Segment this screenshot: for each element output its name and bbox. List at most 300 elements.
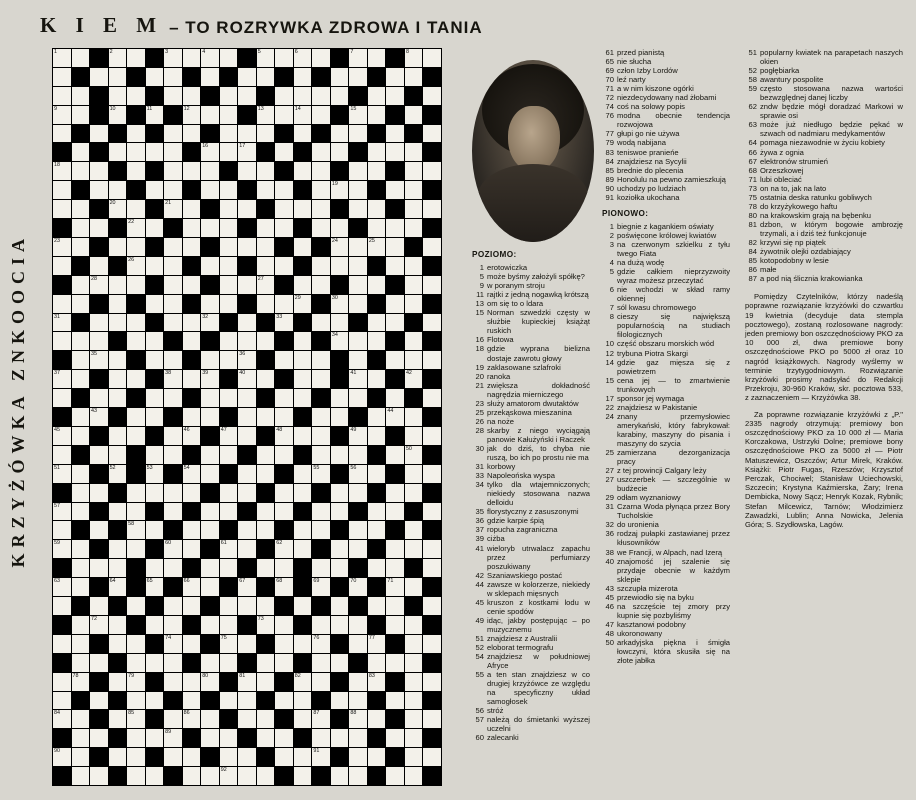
- grid-cell[interactable]: [238, 314, 256, 332]
- grid-cell[interactable]: [146, 68, 164, 86]
- grid-cell[interactable]: [386, 559, 404, 577]
- grid-cell[interactable]: [349, 389, 367, 407]
- grid-cell[interactable]: [312, 162, 330, 180]
- grid-cell[interactable]: [53, 521, 71, 539]
- grid-cell[interactable]: [183, 767, 201, 785]
- grid-cell[interactable]: [90, 314, 108, 332]
- grid-cell[interactable]: [220, 200, 238, 218]
- grid-cell[interactable]: [423, 162, 441, 180]
- grid-cell[interactable]: [386, 143, 404, 161]
- grid-cell[interactable]: [53, 692, 71, 710]
- grid-cell[interactable]: [72, 295, 90, 313]
- grid-cell[interactable]: [53, 503, 71, 521]
- grid-cell[interactable]: [423, 200, 441, 218]
- grid-cell[interactable]: [127, 200, 145, 218]
- grid-cell[interactable]: [405, 257, 423, 275]
- grid-cell[interactable]: [238, 143, 256, 161]
- grid-cell[interactable]: [331, 68, 349, 86]
- grid-cell[interactable]: [201, 314, 219, 332]
- grid-cell[interactable]: [164, 257, 182, 275]
- grid-cell[interactable]: [294, 351, 312, 369]
- grid-cell[interactable]: [405, 351, 423, 369]
- grid-cell[interactable]: [72, 219, 90, 237]
- grid-cell[interactable]: [423, 276, 441, 294]
- grid-cell[interactable]: [183, 748, 201, 766]
- grid-cell[interactable]: [183, 238, 201, 256]
- grid-cell[interactable]: [386, 540, 404, 558]
- grid-cell[interactable]: [146, 484, 164, 502]
- grid-cell[interactable]: [349, 748, 367, 766]
- grid-cell[interactable]: [183, 521, 201, 539]
- grid-cell[interactable]: [220, 125, 238, 143]
- grid-cell[interactable]: [220, 49, 238, 67]
- grid-cell[interactable]: [164, 49, 182, 67]
- grid-cell[interactable]: [349, 673, 367, 691]
- grid-cell[interactable]: [220, 87, 238, 105]
- grid-cell[interactable]: [257, 654, 275, 672]
- grid-cell[interactable]: [312, 106, 330, 124]
- grid-cell[interactable]: [368, 87, 386, 105]
- grid-cell[interactable]: [183, 276, 201, 294]
- grid-cell[interactable]: [127, 597, 145, 615]
- grid-cell[interactable]: [275, 446, 293, 464]
- grid-cell[interactable]: [53, 162, 71, 180]
- grid-cell[interactable]: [90, 616, 108, 634]
- grid-cell[interactable]: [90, 408, 108, 426]
- grid-cell[interactable]: [312, 748, 330, 766]
- grid-cell[interactable]: [405, 106, 423, 124]
- grid-cell[interactable]: [53, 200, 71, 218]
- grid-cell[interactable]: [312, 257, 330, 275]
- grid-cell[interactable]: [349, 616, 367, 634]
- grid-cell[interactable]: [164, 446, 182, 464]
- grid-cell[interactable]: [275, 181, 293, 199]
- grid-cell[interactable]: [127, 748, 145, 766]
- grid-cell[interactable]: [72, 408, 90, 426]
- grid-cell[interactable]: [127, 654, 145, 672]
- grid-cell[interactable]: [238, 351, 256, 369]
- grid-cell[interactable]: [405, 446, 423, 464]
- grid-cell[interactable]: [201, 49, 219, 67]
- grid-cell[interactable]: [349, 635, 367, 653]
- grid-cell[interactable]: [127, 692, 145, 710]
- grid-cell[interactable]: [146, 219, 164, 237]
- grid-cell[interactable]: [72, 332, 90, 350]
- grid-cell[interactable]: [220, 427, 238, 445]
- grid-cell[interactable]: [109, 389, 127, 407]
- grid-cell[interactable]: [349, 729, 367, 747]
- grid-cell[interactable]: [72, 654, 90, 672]
- grid-cell[interactable]: [368, 503, 386, 521]
- grid-cell[interactable]: [53, 427, 71, 445]
- grid-cell[interactable]: [109, 710, 127, 728]
- grid-cell[interactable]: [164, 87, 182, 105]
- grid-cell[interactable]: [146, 616, 164, 634]
- grid-cell[interactable]: [72, 351, 90, 369]
- grid-cell[interactable]: [90, 692, 108, 710]
- grid-cell[interactable]: [53, 446, 71, 464]
- grid-cell[interactable]: [146, 654, 164, 672]
- grid-cell[interactable]: [257, 597, 275, 615]
- grid-cell[interactable]: [238, 389, 256, 407]
- grid-cell[interactable]: [146, 559, 164, 577]
- grid-cell[interactable]: [201, 181, 219, 199]
- grid-cell[interactable]: [201, 503, 219, 521]
- grid-cell[interactable]: [109, 276, 127, 294]
- grid-cell[interactable]: [312, 673, 330, 691]
- grid-cell[interactable]: [423, 635, 441, 653]
- grid-cell[interactable]: [183, 673, 201, 691]
- grid-cell[interactable]: [53, 87, 71, 105]
- grid-cell[interactable]: [164, 635, 182, 653]
- grid-cell[interactable]: [349, 370, 367, 388]
- grid-cell[interactable]: [109, 465, 127, 483]
- grid-cell[interactable]: [312, 49, 330, 67]
- grid-cell[interactable]: [386, 351, 404, 369]
- grid-cell[interactable]: [164, 748, 182, 766]
- grid-cell[interactable]: [386, 181, 404, 199]
- grid-cell[interactable]: [183, 408, 201, 426]
- grid-cell[interactable]: [72, 370, 90, 388]
- grid-cell[interactable]: [386, 503, 404, 521]
- grid-cell[interactable]: [90, 219, 108, 237]
- grid-cell[interactable]: [331, 503, 349, 521]
- grid-cell[interactable]: [275, 408, 293, 426]
- grid-cell[interactable]: [127, 332, 145, 350]
- grid-cell[interactable]: [201, 106, 219, 124]
- grid-cell[interactable]: [257, 729, 275, 747]
- grid-cell[interactable]: [294, 200, 312, 218]
- grid-cell[interactable]: [201, 729, 219, 747]
- grid-cell[interactable]: [238, 408, 256, 426]
- grid-cell[interactable]: [386, 578, 404, 596]
- grid-cell[interactable]: [368, 332, 386, 350]
- grid-cell[interactable]: [72, 767, 90, 785]
- grid-cell[interactable]: [349, 332, 367, 350]
- grid-cell[interactable]: [183, 49, 201, 67]
- grid-cell[interactable]: [146, 332, 164, 350]
- grid-cell[interactable]: [405, 692, 423, 710]
- grid-cell[interactable]: [349, 767, 367, 785]
- grid-cell[interactable]: [275, 219, 293, 237]
- grid-cell[interactable]: [164, 503, 182, 521]
- grid-cell[interactable]: [275, 49, 293, 67]
- grid-cell[interactable]: [183, 597, 201, 615]
- grid-cell[interactable]: [127, 238, 145, 256]
- grid-cell[interactable]: [183, 162, 201, 180]
- grid-cell[interactable]: [201, 465, 219, 483]
- grid-cell[interactable]: [183, 427, 201, 445]
- grid-cell[interactable]: [349, 238, 367, 256]
- grid-cell[interactable]: [294, 597, 312, 615]
- grid-cell[interactable]: [294, 748, 312, 766]
- grid-cell[interactable]: [294, 484, 312, 502]
- grid-cell[interactable]: [238, 200, 256, 218]
- grid-cell[interactable]: [331, 484, 349, 502]
- grid-cell[interactable]: [220, 654, 238, 672]
- grid-cell[interactable]: [331, 332, 349, 350]
- grid-cell[interactable]: [90, 332, 108, 350]
- grid-cell[interactable]: [275, 389, 293, 407]
- grid-cell[interactable]: [53, 370, 71, 388]
- grid-cell[interactable]: [257, 68, 275, 86]
- grid-cell[interactable]: [423, 465, 441, 483]
- grid-cell[interactable]: [386, 295, 404, 313]
- grid-cell[interactable]: [183, 87, 201, 105]
- grid-cell[interactable]: [164, 370, 182, 388]
- grid-cell[interactable]: [127, 635, 145, 653]
- grid-cell[interactable]: [220, 332, 238, 350]
- grid-cell[interactable]: [53, 710, 71, 728]
- grid-cell[interactable]: [127, 87, 145, 105]
- grid-cell[interactable]: [312, 181, 330, 199]
- grid-cell[interactable]: [90, 729, 108, 747]
- grid-cell[interactable]: [331, 219, 349, 237]
- grid-cell[interactable]: [238, 748, 256, 766]
- grid-cell[interactable]: [164, 484, 182, 502]
- grid-cell[interactable]: [201, 143, 219, 161]
- grid-cell[interactable]: [127, 143, 145, 161]
- grid-cell[interactable]: [53, 314, 71, 332]
- grid-cell[interactable]: [183, 332, 201, 350]
- grid-cell[interactable]: [386, 408, 404, 426]
- grid-cell[interactable]: [164, 295, 182, 313]
- grid-cell[interactable]: [294, 465, 312, 483]
- grid-cell[interactable]: [405, 219, 423, 237]
- grid-cell[interactable]: [368, 276, 386, 294]
- grid-cell[interactable]: [183, 484, 201, 502]
- grid-cell[interactable]: [109, 673, 127, 691]
- grid-cell[interactable]: [72, 238, 90, 256]
- grid-cell[interactable]: [146, 257, 164, 275]
- grid-cell[interactable]: [368, 238, 386, 256]
- grid-cell[interactable]: [368, 370, 386, 388]
- grid-cell[interactable]: [127, 370, 145, 388]
- grid-cell[interactable]: [275, 295, 293, 313]
- grid-cell[interactable]: [257, 295, 275, 313]
- grid-cell[interactable]: [331, 314, 349, 332]
- grid-cell[interactable]: [72, 162, 90, 180]
- grid-cell[interactable]: [405, 68, 423, 86]
- grid-cell[interactable]: [294, 87, 312, 105]
- grid-cell[interactable]: [257, 616, 275, 634]
- grid-cell[interactable]: [257, 162, 275, 180]
- grid-cell[interactable]: [53, 673, 71, 691]
- grid-cell[interactable]: [405, 748, 423, 766]
- grid-cell[interactable]: [331, 540, 349, 558]
- grid-cell[interactable]: [90, 767, 108, 785]
- grid-cell[interactable]: [423, 351, 441, 369]
- grid-cell[interactable]: [349, 484, 367, 502]
- grid-cell[interactable]: [109, 200, 127, 218]
- grid-cell[interactable]: [109, 181, 127, 199]
- grid-cell[interactable]: [257, 521, 275, 539]
- grid-cell[interactable]: [164, 125, 182, 143]
- grid-cell[interactable]: [275, 540, 293, 558]
- grid-cell[interactable]: [312, 503, 330, 521]
- grid-cell[interactable]: [257, 257, 275, 275]
- grid-cell[interactable]: [164, 200, 182, 218]
- grid-cell[interactable]: [201, 370, 219, 388]
- grid-cell[interactable]: [201, 408, 219, 426]
- grid-cell[interactable]: [238, 710, 256, 728]
- grid-cell[interactable]: [220, 351, 238, 369]
- grid-cell[interactable]: [294, 673, 312, 691]
- grid-cell[interactable]: [368, 521, 386, 539]
- grid-cell[interactable]: [349, 106, 367, 124]
- grid-cell[interactable]: [386, 484, 404, 502]
- grid-cell[interactable]: [72, 748, 90, 766]
- grid-cell[interactable]: [90, 125, 108, 143]
- grid-cell[interactable]: [201, 616, 219, 634]
- grid-cell[interactable]: [423, 748, 441, 766]
- grid-cell[interactable]: [183, 106, 201, 124]
- grid-cell[interactable]: [294, 427, 312, 445]
- grid-cell[interactable]: [238, 68, 256, 86]
- grid-cell[interactable]: [238, 673, 256, 691]
- grid-cell[interactable]: [275, 427, 293, 445]
- grid-cell[interactable]: [201, 521, 219, 539]
- grid-cell[interactable]: [127, 49, 145, 67]
- grid-cell[interactable]: [164, 389, 182, 407]
- grid-cell[interactable]: [53, 295, 71, 313]
- grid-cell[interactable]: [220, 257, 238, 275]
- grid-cell[interactable]: [146, 578, 164, 596]
- grid-cell[interactable]: [405, 427, 423, 445]
- grid-cell[interactable]: [238, 767, 256, 785]
- grid-cell[interactable]: [275, 692, 293, 710]
- grid-cell[interactable]: [72, 635, 90, 653]
- grid-cell[interactable]: [220, 389, 238, 407]
- grid-cell[interactable]: [405, 49, 423, 67]
- grid-cell[interactable]: [220, 559, 238, 577]
- grid-cell[interactable]: [423, 49, 441, 67]
- grid-cell[interactable]: [220, 748, 238, 766]
- grid-cell[interactable]: [257, 181, 275, 199]
- grid-cell[interactable]: [312, 446, 330, 464]
- grid-cell[interactable]: [238, 332, 256, 350]
- grid-cell[interactable]: [220, 276, 238, 294]
- grid-cell[interactable]: [127, 162, 145, 180]
- grid-cell[interactable]: [220, 219, 238, 237]
- grid-cell[interactable]: [90, 276, 108, 294]
- grid-cell[interactable]: [331, 143, 349, 161]
- grid-cell[interactable]: [331, 654, 349, 672]
- grid-cell[interactable]: [257, 106, 275, 124]
- grid-cell[interactable]: [386, 597, 404, 615]
- grid-cell[interactable]: [238, 484, 256, 502]
- grid-cell[interactable]: [331, 446, 349, 464]
- grid-cell[interactable]: [331, 389, 349, 407]
- grid-cell[interactable]: [386, 68, 404, 86]
- grid-cell[interactable]: [405, 616, 423, 634]
- grid-cell[interactable]: [109, 446, 127, 464]
- grid-cell[interactable]: [368, 654, 386, 672]
- grid-cell[interactable]: [53, 748, 71, 766]
- grid-cell[interactable]: [275, 200, 293, 218]
- grid-cell[interactable]: [368, 465, 386, 483]
- grid-cell[interactable]: [294, 692, 312, 710]
- grid-cell[interactable]: [183, 200, 201, 218]
- grid-cell[interactable]: [109, 351, 127, 369]
- grid-cell[interactable]: [109, 87, 127, 105]
- grid-cell[interactable]: [312, 654, 330, 672]
- grid-cell[interactable]: [349, 125, 367, 143]
- grid-cell[interactable]: [386, 238, 404, 256]
- grid-cell[interactable]: [312, 314, 330, 332]
- grid-cell[interactable]: [312, 408, 330, 426]
- grid-cell[interactable]: [201, 351, 219, 369]
- grid-cell[interactable]: [127, 710, 145, 728]
- grid-cell[interactable]: [275, 503, 293, 521]
- grid-cell[interactable]: [257, 503, 275, 521]
- grid-cell[interactable]: [72, 559, 90, 577]
- grid-cell[interactable]: [386, 616, 404, 634]
- grid-cell[interactable]: [127, 767, 145, 785]
- grid-cell[interactable]: [109, 559, 127, 577]
- grid-cell[interactable]: [331, 181, 349, 199]
- grid-cell[interactable]: [53, 238, 71, 256]
- grid-cell[interactable]: [90, 68, 108, 86]
- grid-cell[interactable]: [257, 465, 275, 483]
- grid-cell[interactable]: [368, 200, 386, 218]
- grid-cell[interactable]: [238, 465, 256, 483]
- grid-cell[interactable]: [90, 597, 108, 615]
- grid-cell[interactable]: [220, 143, 238, 161]
- grid-cell[interactable]: [72, 578, 90, 596]
- grid-cell[interactable]: [405, 370, 423, 388]
- grid-cell[interactable]: [72, 276, 90, 294]
- grid-cell[interactable]: [257, 710, 275, 728]
- grid-cell[interactable]: [312, 465, 330, 483]
- grid-cell[interactable]: [220, 767, 238, 785]
- grid-cell[interactable]: [423, 710, 441, 728]
- grid-cell[interactable]: [109, 106, 127, 124]
- grid-cell[interactable]: [405, 332, 423, 350]
- grid-cell[interactable]: [386, 314, 404, 332]
- grid-cell[interactable]: [349, 692, 367, 710]
- grid-cell[interactable]: [275, 143, 293, 161]
- grid-cell[interactable]: [127, 484, 145, 502]
- grid-cell[interactable]: [109, 616, 127, 634]
- grid-cell[interactable]: [331, 559, 349, 577]
- grid-cell[interactable]: [294, 332, 312, 350]
- grid-cell[interactable]: [53, 465, 71, 483]
- grid-cell[interactable]: [53, 332, 71, 350]
- grid-cell[interactable]: [257, 559, 275, 577]
- grid-cell[interactable]: [183, 635, 201, 653]
- grid-cell[interactable]: [127, 276, 145, 294]
- grid-cell[interactable]: [238, 521, 256, 539]
- grid-cell[interactable]: [368, 143, 386, 161]
- grid-cell[interactable]: [109, 427, 127, 445]
- grid-cell[interactable]: [238, 87, 256, 105]
- grid-cell[interactable]: [164, 654, 182, 672]
- grid-cell[interactable]: [423, 87, 441, 105]
- grid-cell[interactable]: [90, 559, 108, 577]
- grid-cell[interactable]: [405, 710, 423, 728]
- grid-cell[interactable]: [201, 162, 219, 180]
- grid-cell[interactable]: [294, 125, 312, 143]
- grid-cell[interactable]: [294, 238, 312, 256]
- grid-cell[interactable]: [368, 597, 386, 615]
- grid-cell[interactable]: [294, 276, 312, 294]
- grid-cell[interactable]: [201, 710, 219, 728]
- grid-cell[interactable]: [127, 729, 145, 747]
- grid-cell[interactable]: [72, 503, 90, 521]
- grid-cell[interactable]: [164, 314, 182, 332]
- grid-cell[interactable]: [349, 465, 367, 483]
